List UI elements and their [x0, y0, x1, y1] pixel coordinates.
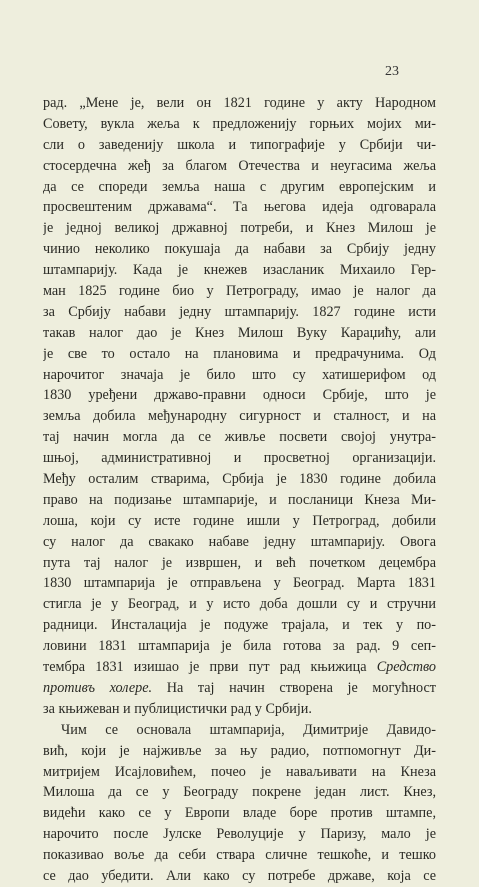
text-line: се дао убедити. Али како су потребе државе, која се — [43, 867, 436, 884]
text-line: за Србију набави једну штампарију. 1827 године исти — [43, 303, 436, 320]
text-line: ловини 1831 штампарија је била готова за рад. 9 сеп- — [43, 638, 436, 655]
text-line: је све то остало на плановима и предрачунима. Од — [43, 345, 436, 362]
text-line: земља добила међународну сигурност и сталност, и на — [43, 408, 436, 425]
text-line: чинио неколико покушаја да набави за Србију једну — [43, 241, 436, 258]
text-line: радници. Инсталација је подуже трајала, и тек у по- — [43, 617, 436, 634]
italic-title: противъ холере. — [43, 679, 153, 696]
italic-title: Средство — [376, 659, 436, 676]
text-line: шњој, административној и просветној организацији. — [43, 450, 436, 467]
text-line: нарочито после Јулске Револуције у Паризу, мало је — [43, 826, 436, 843]
text-line: лоша, који су исте године ишли у Петроград, добили — [43, 512, 436, 529]
body-text — [43, 93, 436, 887]
text-line: видећи како се у Европи владе боре против штампе, — [43, 805, 436, 822]
text-line: Совету, вукла жеља к предложенију горњих мојих ми- — [43, 115, 436, 132]
text-line: ман 1825 године био у Петрограду, имао је налог да — [43, 283, 436, 300]
text-line: показивао воље да себи ствара сличне тешкоће, и тешко — [43, 847, 436, 864]
text-line: 1830 штампарија је отправљена у Београд. Марта 1831 — [43, 575, 436, 592]
text-line: 1830 уређени државо-правни односи Србије, што је — [43, 387, 436, 404]
text-line: да се спореди земља наша с другим европејским и — [43, 178, 436, 195]
text-line: је једној великој државној потреби, и Кнез Милош је — [43, 220, 436, 237]
text-line: су налог да свакако набаве једну штампарију. Овога — [43, 533, 436, 550]
page-number: 23 — [385, 64, 399, 79]
text-line: Међу осталим стварима, Србија је 1830 године добила — [43, 471, 436, 488]
text-line: рад. „Мене је, вели он 1821 године у акту Народном — [43, 95, 436, 111]
text-line: сли о заведенију школа и типографије у Србији чи- — [43, 136, 436, 153]
text-line: стосердечна жеђ за благом Отечества и неугасима жеља — [43, 157, 436, 174]
text-line: пута тај налог је извршен, и већ почетком децембра — [43, 554, 436, 571]
text-line: Милоша да се у Београду покрене један лист. Кнез, — [43, 784, 436, 801]
text-line: тај начин могла да се живље посвети својој унутра- — [43, 429, 436, 446]
text-line: за књижеван и публицистички рад у Србији. — [43, 700, 312, 717]
text-line: противъ холере. На тај начин створена је могућност — [43, 679, 436, 696]
text-line: вић, који је најживље за њу радио, потпомогнут Ди- — [43, 742, 436, 759]
paragraph-start-line: Чим се основала штампарија, Димитрије Давидо- — [61, 721, 436, 738]
text-line: стигла је у Београд, и у исто доба дошли су и стручни — [43, 596, 436, 613]
text-line: штампарију. Када је кнежев изасланик Михаило Гер- — [43, 262, 436, 279]
text-line: просвештеним државама“. Та његова идеја одговарала — [43, 199, 436, 216]
text-line: право на подизање штампарије, и посланици Кнеза Ми- — [43, 491, 436, 508]
text-line: тембра 1831 изишао је први пут рад књижица Средство — [43, 659, 436, 676]
text-line: митријем Исајловићем, почео је наваљивати на Кнеза — [43, 763, 436, 780]
text-line: такав налог дао је Кнез Милош Вуку Караџићу, али — [43, 324, 436, 341]
text-line: нарочитог значаја је било што су хатишерифом од — [43, 366, 436, 383]
